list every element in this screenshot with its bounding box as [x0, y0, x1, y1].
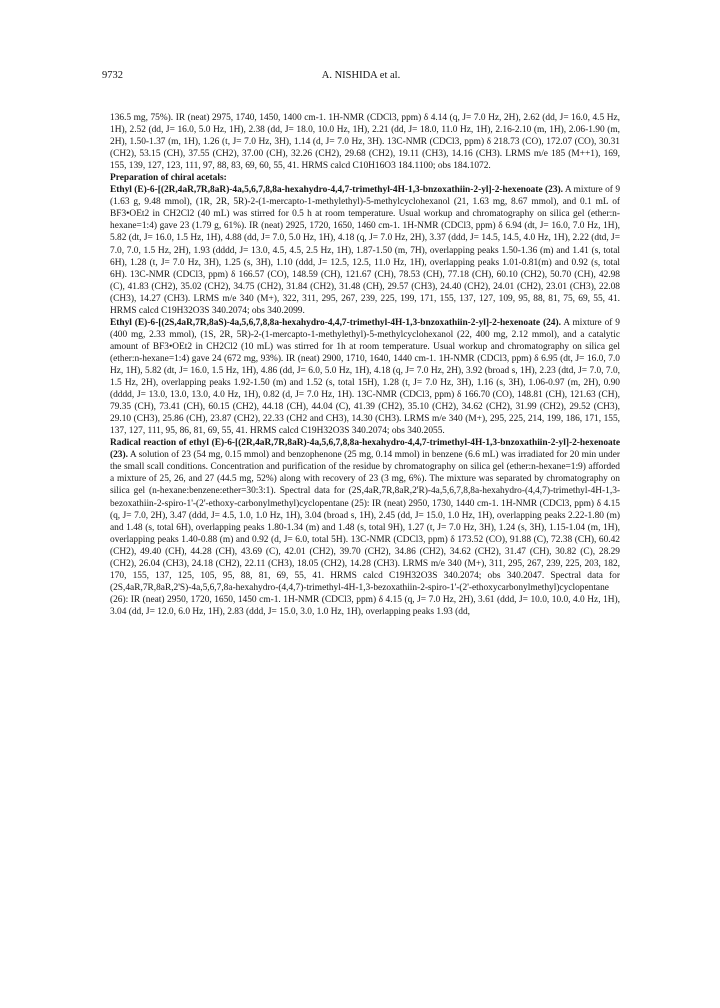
compound-24-title: Ethyl (E)-6-[(2S,4aR,7R,8aS)-4a,5,6,7,8,8a-hexahydro-4,4,7-trimethyl-4H-1,3-bnzoxathiin-2-yl]-2-hexenoate (24). — [110, 317, 561, 328]
paragraph-compound-24 — [110, 317, 620, 437]
section-heading: Preparation of chiral acetals: — [110, 173, 227, 184]
paragraph-compound-23 — [110, 184, 620, 317]
main-text — [110, 112, 620, 618]
compound-23-title: Ethyl (E)-6-[(2R,4aR,7R,8aR)-4a,5,6,7,8,8a-hexahydro-4,4,7-trimethyl-4H-1,3-bnzoxathiin-2-yl]-2-hexenoate (23). — [110, 185, 564, 196]
paragraph-continued-spectral-data: 136.5 mg, 75%). IR (neat) 2975, 1740, 1450, 1400 cm-1. 1H-NMR (CDCl3, ppm) δ 4.14 (q, J= 7.0 Hz, 2H), 2.62 (dd, J= 16.0, 4.5 Hz, 1H), 2.52 (dd, J= 16.0, 5.0 Hz, 1H), 2.38 (dd, J= 18.0, 10.0 Hz, 1H), 2.21 (dd, J= 18.0, 11.0 Hz, 1H), 2.16-2.10 (m, 1H), 2.06-1.90 (m, 2H), 1.50-1.37 (m, 1H), 1.26 (t, J= 7.0 Hz, 3H), 1.14 (d, J= 7.0 Hz, 3H). 13C-NMR (CDCl3, ppm) δ 218.73 (CO), 172.07 (CO), 30.31 (CH2), 53.15 (CH), 37.55 (CH2), 37.00 (CH), 32.26 (CH2), 29.68 (CH2), 19.11 (CH3), 14.16 (CH3). LRMS m/e 185 (M++1), 169, 155, 139, 127, 123, 111, 97, 88, 83, 69, 60, 55, 41. HRMS calcd C10H16O3 184.1100; obs 184.1072. — [110, 113, 620, 172]
compound-24-body: A mixture of 9 (400 mg, 2.33 mmol), (1S, 2R, 5R)-2-(1-mercapto-1-methylethyl)-5-methylcyclohexanol (22, 400 mg, 2.12 mmol), and a catalytic amount of BF3•OEt2 in CH2Cl2 (10 mL) was stirred for 1h at room temperature. Usual workup and chromatography on silica gel (ether:n-hexane=1:4) gave 24 (672 mg, 93%). IR (neat) 2900, 1710, 1640, 1440 cm-1. 1H-NMR (CDCl3, ppm) δ 6.95 (dt, J= 16.0, 7.0 Hz, 1H), 5.82 (dt, J= 16.0, 1.5 Hz, 1H), 4.86 (dd, J= 6.0, 5.0 Hz, 1H), 4.18 (q, J= 7.0 Hz, 2H), 3.92 (broad s, 1H), 2.23 (dtd, J= 7.0, 7.0, 1.5 Hz, 2H), overlapping peaks 1.92-1.50 (m) and 1.52 (s, total 15H), 1.28 (t, J= 7.0 Hz, 3H), 1.16 (s, 3H), 1.06-0.97 (m, 2H), 0.90 (dddd, J= 13.0, 13.0, 13.0, 4.0 Hz, 1H), 0.82 (d, J= 7.0 Hz, 1H). 13C-NMR (CDCl3, ppm) δ 166.70 (CO), 148.81 (CH), 121.63 (CH), 79.35 (CH), 73.41 (CH), 60.15 (CH2), 44.18 (CH), 44.04 (C), 41.39 (CH2), 35.10 (CH2), 34.62 (CH2), 31.99 (CH2), 29.52 (CH3), 29.10 (CH3), 25.86 (CH), 23.87 (CH2), 22.33 (CH2 and CH3), 14.30 (CH3). LRMS m/e 340 (M+), 295, 225, 214, 199, 186, 171, 155, 137, 127, 111, 95, 86, 81, 69, 55, 41. HRMS calcd C19H32O3S 340.2074; obs 340.2055. — [110, 317, 620, 437]
page-header — [102, 70, 620, 86]
compound-23-body: A mixture of 9 (1.63 g, 9.48 mmol), (1R, 2R, 5R)-2-(1-mercapto-1-methylethyl)-5-methylcyclohexanol (21, 1.63 mg, 8.67 mmol), and 0.1 mL of BF3•OEt2 in CH2Cl2 (40 mL) was stirred for 0.5 h at room temperature. Usual workup and chromatography on silica gel (ether:n-hexane=1:4) gave 23 (1.79 g, 61%). IR (neat) 2925, 1720, 1650, 1460 cm-1. 1H-NMR (CDCl3, ppm) δ 6.94 (dt, J= 16.0, 7.0 Hz, 1H), 5.82 (dt, J= 16.0, 1.5 Hz, 1H), 4.88 (dd, J= 7.0, 5.0 Hz, 1H), 4.18 (q, J= 7.0 Hz, 2H), 3.37 (ddd, J= 14.5, 14.5, 4.0 Hz, 1H), 2.22 (dtd, J= 7.0, 7.0, 1.5 Hz, 2H), 1.93 (dddd, J= 13.0, 4.5, 4.5, 2.5 Hz, 1H), 1.87-1.50 (m, 7H), overlapping peaks 1.50-1.36 (m) and 1.41 (s, total 6H), 1.28 (t, J= 7.0 Hz, 3H), 1.25 (s, 3H), 1.10 (ddd, J= 12.5, 12.5, 11.0 Hz, 1H), overlapping peaks 1.01-0.81(m) and 0.92 (s, total 6H). 13C-NMR (CDCl3, ppm) δ 166.57 (CO), 148.59 (CH), 121.67 (CH), 78.53 (CH), 77.18 (CH), 60.10 (CH2), 50.70 (CH), 42.98 (C), 41.83 (CH2), 35.02 (CH2), 34.75 (CH2), 31.84 (CH2), 31.48 (CH), 29.57 (CH3), 24.40 (CH2), 24.01 (CH2), 23.01 (CH3), 22.08 (CH3), 14.27 (CH3). LRMS m/e 340 (M+), 322, 311, 295, 267, 239, 225, 199, 171, 155, 137, 127, 109, 95, 88, 81, 75, 69, 55, 41. HRMS calcd C19H32O3S 340.2074; obs 340.2099. — [110, 185, 620, 316]
page-number: 9732 — [102, 70, 123, 81]
radical-reaction-body: A solution of 23 (54 mg, 0.15 mmol) and benzophenone (25 mg, 0.14 mmol) in benzene (6.6 mL) was irradiated for 20 min under the small scall conditions. Concentration and purification of the residue by chromatography on silica gel (ether:n-hexane=1:9) afforded a mixture of 25, 26, and 27 (44.5 mg, 52%) along with recovery of 23 (3 mg, 6%). The mixture was separated by chromatography on silica gel (n-hexane:benzene:ether=30:3:1). Spectral data for (2S,4aR,7R,8aR,2'R)-4a,5,6,7,8,8a-hexahydro-(4,4,7)-trimethyl-4H-1,3-bezoxathiin-2-spiro-1'-(2'-ethoxy-carbonylmethyl)cyclopentane (25): IR (neat) 2950, 1730, 1440 cm-1. 1H-NMR (CDCl3, ppm) δ 4.15 (q, J= 7.0, 2H), 3.47 (ddd, J= 4.5, 1.0, 1.0 Hz, 1H), 3.04 (broad s, 1H), 2.45 (dd, J= 15.0, 1.0 Hz, 1H), overlapping peaks 2.22-1.80 (m) and 1.48 (s, total 6H), overlapping peaks 1.80-1.34 (m) and 1.48 (s, total 9H), 1.27 (t, J= 7.0 Hz, 3H), 1.24 (s, 3H), 1.15-1.04 (m, 1H), overlapping peaks 1.40-0.88 (m) and 0.92 (d, J= 6.0, total 5H). 13C-NMR (CDCl3, ppm) δ 173.52 (CO), 91.88 (C), 72.38 (CH), 60.42 (CH2), 49.40 (CH), 44.28 (CH), 43.69 (C), 42.01 (CH2), 39.70 (CH2), 34.86 (CH2), 34.62 (CH2), 31.47 (CH), 30.82 (C), 28.29 (CH2), 26.04 (CH3), 24.18 (CH2), 22.11 (CH3), 18.05 (CH2), 14.28 (CH3). LRMS m/e 340 (M+), 311, 295, 267, 239, 225, 203, 182, 170, 155, 137, 125, 105, 95, 88, 81, 69, 55, 41. HRMS calcd C19H32O3S 340.2074; obs 340.2047. Spectral data for (2S,4aR,7R,8aR,2'S)-4a,5,6,7,8a-hexahydro-(4,4,7)-trimethyl-4H-1,3-bezoxathiin-2-spiro-1'-(2'-ethoxycarbonylmethyl)cyclopentane (26): IR (neat) 2950, 1720, 1650, 1450 cm-1. 1H-NMR (CDCl3, ppm) δ 4.15 (q, J= 7.0 Hz, 2H), 3.61 (ddd, J= 10.0, 10.0, 4.0 Hz, 1H), 3.04 (dd, J= 12.0, 6.0 Hz, 1H), 2.83 (ddd, J= 15.0, 3.0, 1.0 Hz, 1H), overlapping peaks 1.93 (dd, — [110, 450, 620, 617]
paragraph-radical-reaction — [110, 437, 620, 618]
radical-reaction-title: Radical reaction of ethyl (E)-6-[(2R,4aR,7R,8aR)-4a,5,6,7,8,8a-hexahydro-4,4,7-trimethyl-4H-1,3-bnzoxathiin-2-yl]-2-hexenoate (23). — [110, 438, 620, 461]
running-head: A. NISHIDA et al. — [321, 70, 401, 81]
